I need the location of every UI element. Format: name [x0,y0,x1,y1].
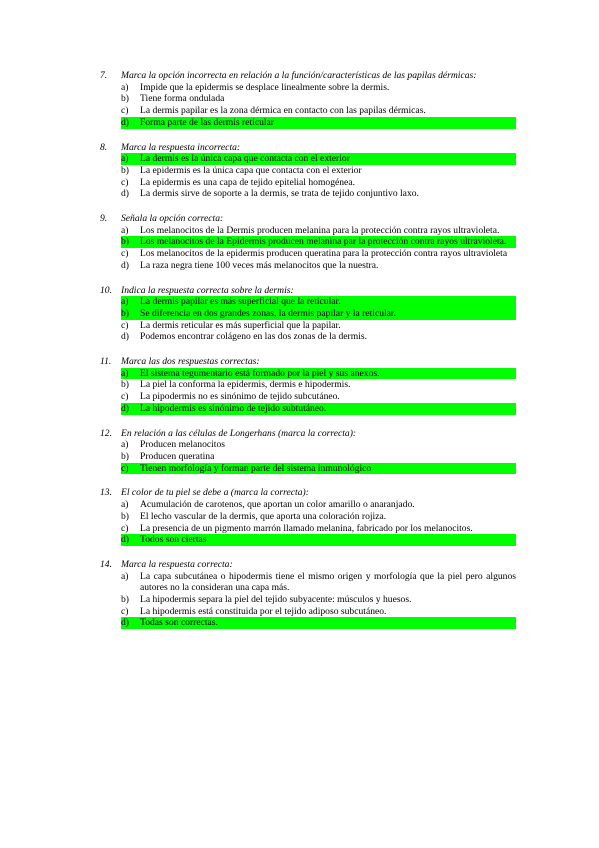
option-letter: d) [121,259,129,271]
question-item [100,213,516,272]
answer-option [121,225,516,237]
question-number: 7. [100,70,108,81]
option-text: Tienen morfología y forman parte del sistema inmunológico [140,462,372,474]
option-text: Impide que la epidermis se desplace linealmente sobre la dermis. [140,81,390,93]
option-letter: b) [121,93,129,105]
option-text: La dermis papilar es la zona dérmica en contacto con las papilas dérmicas. [140,105,426,117]
answer-option [121,320,516,332]
option-letter: c) [121,248,129,260]
answer-option-highlighted [121,117,516,129]
question-heading [100,487,516,499]
option-letter: b) [121,510,129,522]
option-letter: d) [121,331,129,343]
option-letter: a) [121,439,129,451]
answer-option-highlighted [121,308,516,320]
option-text: Podemos encontrar colágeno en las dos zonas de la dermis. [140,331,367,343]
answer-option [121,451,516,463]
option-letter: a) [121,153,129,165]
option-text: La dermis papilar es más superficial que la reticular. [140,296,341,308]
answer-option [121,105,516,117]
option-text: Los melanocitos de la Epidermis producen melanina par la protección contra rayos ultravioleta. [140,236,507,248]
answer-option-highlighted [121,617,516,629]
option-letter: c) [121,319,129,331]
answer-option [121,523,516,535]
option-text: La hipodermis está constituida por el tejido adiposo subcutáneo. [140,605,387,617]
option-text: La epidermis es la única capa que contacta con el exterior [140,164,362,176]
answer-option [121,248,516,260]
question-heading [100,213,516,225]
question-text: Marca la respuesta incorrecta: [121,141,241,153]
option-text: Forma parte de las dermis reticular [140,116,274,128]
question-heading [100,142,516,154]
option-letter: d) [121,617,129,629]
answer-option [121,188,516,200]
question-heading [100,285,516,297]
option-text: Los melanocitos de la Dermis producen melanina para la protección contra rayos ultravioleta. [140,224,500,236]
option-text: Los melanocitos de la epidermis producen queratina para la protección contra rayos ultravioleta [140,248,508,260]
option-text: La dermis reticular es más superficial que la papilar. [140,319,341,331]
option-letter: c) [121,605,129,617]
question-number: 8. [100,141,108,153]
answer-option-highlighted [121,463,516,475]
option-letter: a) [121,499,129,511]
question-text: En relación a las células de Longerhans (marca la correcta): [121,427,357,439]
option-letter: d) [121,402,129,414]
question-text: Señala la opción correcta: [121,213,224,225]
question-item [100,142,516,201]
question-number: 9. [100,213,108,225]
answer-option-highlighted [121,236,516,248]
option-letter: a) [121,296,129,308]
option-letter: c) [121,391,129,403]
question-number: 14. [100,558,112,570]
option-text: Todos son ciertas [140,534,207,546]
question-item [100,285,516,344]
option-letter: d) [121,534,129,546]
answer-option-highlighted [121,153,516,165]
question-heading [100,356,516,368]
question-text: Marca la respuesta correcta: [121,558,233,570]
option-text: Se diferencia en dos grandes zonas, la dermis papilar y la reticular. [140,307,397,319]
question-item [100,487,516,546]
answer-option [121,93,516,105]
answer-option [121,594,516,606]
option-letter: a) [121,570,129,582]
option-letter: c) [121,105,129,117]
option-text: La hipodermis separa la piel del tejido subyacente: músculos y huesos. [140,594,412,606]
option-letter: d) [121,188,129,200]
question-text: Marca las dos respuestas correctas: [121,356,260,368]
answer-option-highlighted [121,403,516,415]
option-text: La presencia de un pigmento marrón llamado melanina, fabricado por los melanocitos. [140,522,473,534]
option-text: La pipodermis no es sinónimo de tejido subcutáneo. [140,391,340,403]
option-text: Producen queratina [140,450,215,462]
option-letter: d) [121,116,129,128]
answer-option [121,165,516,177]
option-text: Acumulación de carotenos, que aportan un color amarillo o anaranjado. [140,499,415,511]
answer-option [121,606,516,618]
option-text: El lecho vascular de la dermis, que aporta una coloración rojiza. [140,510,387,522]
option-text: Producen melanocitos [140,439,225,451]
question-number: 11. [100,356,112,368]
question-item [100,428,516,475]
option-letter: b) [121,594,129,606]
answer-option [121,379,516,391]
question-text: El color de tu piel se debe a (marca la correcta): [121,487,309,499]
answer-option-highlighted [121,296,516,308]
question-heading [100,70,516,82]
answer-option [121,511,516,523]
answer-option [121,260,516,272]
option-text: La raza negra tiene 100 veces más melanocitos que la nuestra. [140,259,379,271]
option-letter: c) [121,522,129,534]
answer-option-highlighted [121,534,516,546]
option-text: El sistema tegumentario está formado por la piel y sus anexos. [140,367,380,379]
answer-option [121,499,516,511]
question-text: Indica la respuesta correcta sobre la dermis: [121,284,294,296]
option-letter: b) [121,379,129,391]
option-letter: c) [121,462,129,474]
option-letter: a) [121,224,129,236]
question-text: Marca la opción incorrecta en relación a la función/características de las papilas dérmicas: [121,70,477,81]
option-letter: a) [121,81,129,93]
answer-option-highlighted [121,368,516,380]
option-text: Todas son correctas. [140,617,218,629]
option-letter: b) [121,236,129,248]
option-letter: b) [121,164,129,176]
question-number: 12. [100,427,112,439]
option-letter: c) [121,176,129,188]
question-number: 13. [100,487,112,499]
question-list [100,70,516,642]
option-letter: a) [121,367,129,379]
answer-option [121,331,516,343]
option-text: La dermis sirve de soporte a la dermis, se trata de tejido conjuntivo laxo. [140,188,419,200]
answer-option [121,391,516,403]
question-number: 10. [100,284,112,296]
option-letter: b) [121,307,129,319]
answer-option [121,82,516,94]
option-text: La dermis es la única capa que contacta con el exterior [140,153,350,165]
question-item [100,559,516,629]
question-item [100,70,516,129]
question-item [100,356,516,415]
question-heading [100,559,516,571]
option-text: La capa subcutánea o hipodermis tiene el mismo origen y morfología que la piel pero algunos autores no la consideran una capa más. [140,570,516,594]
answer-option [121,439,516,451]
answer-option [121,177,516,189]
option-text: La piel la conforma la epidermis, dermis e hipodermis. [140,379,351,391]
option-letter: b) [121,450,129,462]
option-text: Tiene forma ondulada [140,93,225,105]
option-text: La hipodermis es sinónimo de tejido subtutáneo. [140,402,327,414]
answer-option [121,571,516,594]
question-heading [100,428,516,440]
option-text: La epidermis es una capa de tejido epitelial homogénea. [140,176,355,188]
